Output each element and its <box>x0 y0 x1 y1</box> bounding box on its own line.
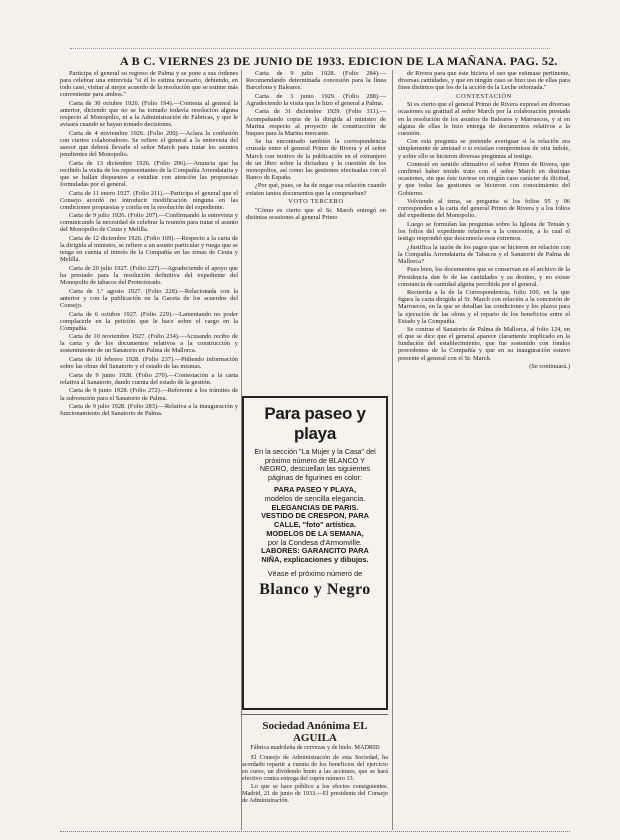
ad-line: ELEGANCIAS DE PARIS. <box>271 502 359 512</box>
paragraph: "Cómo es cierto que el Sr. March entregó en distintas ocasiones al general Primo <box>246 206 386 221</box>
paragraph: Carta de 4 noviembre 1926. (Folio 200).—Aclara la confusión con ciertos colaboradores. Se refiere el general a la entrevista del asesor que deberá llevarle el señor March para tratar los asuntos pendientes del Monopolio. <box>60 129 238 159</box>
ad-line: LABORES: GARANCITO PARA NIÑA, explicaciones y dibujos. <box>261 546 369 564</box>
paragraph: Carta de 9 junio 1928. (Folio 270).—Contestación a la carta relativa al Sanatorio, dando cuenta del estado de la gestión. <box>60 371 238 386</box>
ad-footer: Véase el próximo número de <box>267 568 363 578</box>
society-body <box>242 754 388 804</box>
paragraph: Carta de 12 diciembre 1926. (Folio 169).—Respecto a la carta de la dirigida al ministro, se refiere a un asunto particular y ruega que se tenga en cuenta el interés de la Compañía en las zonas de Ceuta y Melilla. <box>60 235 238 264</box>
ad-line: por la Condesa d'Armonville. <box>267 537 363 547</box>
section-rule <box>242 714 388 715</box>
column-left <box>60 70 238 830</box>
page-header: A B C. VIERNES 23 DE JUNIO DE 1933. EDICION DE LA MAÑANA. PAG. 52. <box>120 54 558 68</box>
paragraph: Carta de 31 diciembre 1929. (Folio 311).—Acompañando copia de la dirigida al ministro de Marina respecto al proyecto de construcción de buques para la Marina mercante. <box>246 108 386 137</box>
paragraph: Carta de 9 julio 1928. (Folio 284).—Recomendando determinada concesión para la línea Barcelona y Baleares. <box>246 70 386 92</box>
section-heading: VOTO TERCERO <box>288 198 344 206</box>
paragraph: Carta de 9 junio 1928. (Folio 272).—Referente a los trámites de la subvención para el Sanatorio de Palma. <box>60 387 238 402</box>
paragraph: Se ha encontrado también la correspondencia cruzada entre el general Primo de Rivera y el señor March con motivo de la publicación en el extranjero de un libro sobre la dictadura y la cuestión de los monopolios, así como las gestiones efectuadas con el Banco de España. <box>246 138 386 181</box>
paragraph: Pues bien, los documentos que se conservan en el archivo de la Presidencia dan fe de las cantidades y su destino, y no existe constancia de cantidad alguna percibida por el general. <box>398 266 570 288</box>
header-dotted-line <box>70 40 550 49</box>
paragraph: Carta de 10 noviembre 1927. (Folio 234).—Acusando recibo de la carta y de los documentos relativos a la construcción y sostenimiento de un Sanatorio en Palma de Mallorca. <box>60 333 238 355</box>
ad-title: Para paseo y playa <box>264 404 366 443</box>
paragraph: Carta de 10 febrero 1928. (Folio 237).—Pidiendo información sobre las obras del Sanatorio y el estado de las mismas. <box>60 356 238 371</box>
ad-line: MODELOS DE LA SEMANA, <box>266 528 364 538</box>
ad-intro: En la sección "La Mujer y la Casa" del próximo número de BLANCO Y NEGRO, descuellan las siguientes páginas de figurines en color: <box>254 447 376 482</box>
paragraph: Carta de 13 diciembre 1926. (Folio 206).—Anuncia que ha recibido la visita de los representantes de la Compañía Arrendataria y que se hallan dispuestos a estudiar con atención las propuestas formuladas por el general. <box>60 159 238 188</box>
paragraph: Contestó en sentido afirmativo el señor Primo de Rivera, que confirmó haber tenido trato con el señor March en distintas ocasiones, sin que éste tuviese en ningún caso carácter de ilicitud, y que todas las gestiones se hicieron con conocimiento del Gobierno. <box>398 161 570 197</box>
paragraph: Carta de 9 julio 1926. (Folio 207).—Confirmando la entrevista y comunicando la necesidad de celebrar la reunión para tratar el asunto del Monopolio de Ceuta y Melilla. <box>60 212 238 234</box>
paragraph: Carta de 3 junio 1929. (Folio 288).—Agradeciendo la visita que le hizo el general a Palma. <box>246 92 386 107</box>
society-title: Sociedad Anónima EL AGUILA <box>262 720 368 744</box>
paragraph: ¿Por qué, pues, se ha de negar esa relación cuando existen tantos documentos que la comprueban? <box>246 182 386 197</box>
section-heading: CONTESTACIÓN <box>456 92 512 100</box>
paragraph: El Consejo de Administración de esta Sociedad, ha acordado repartir a cuenta de los beneficios del ejercicio en curso, un dividendo bruto a las acciones, que se hará efectivo contra entrega del cupón número 13. <box>242 754 388 782</box>
advertisement-box <box>242 396 388 710</box>
paragraph: Con esta pregunta se pretende averiguar si la relación era simplemente de amistad o si existían compromisos de otra índole, y sobre ello se hicieron diversas preguntas al testigo. <box>398 138 570 160</box>
paragraph: Participa el general su regreso de Palma y se pone a sus órdenes para celebrar una entrevista "si él lo estima necesario, debiendo, en todo caso, visitar al mejor acuerdo de la resolución que se estime más conveniente para ambos." <box>60 70 238 99</box>
column-middle <box>246 70 386 395</box>
paragraph: Luego se formulan las preguntas sobre la Iglesia de Tetuán y los folios del expediente relativos a la concesión, a lo cual el testigo respondió que desconocía esos extremos. <box>398 220 570 243</box>
paragraph: de Rivera para que éste hiciera el uso que estimase pertinente, diversas cantidades, y que en ningún caso se hizo uso de ellas para fines distintos que los de la acción de la Leche reforzada." <box>398 70 570 92</box>
ad-line: modelos de sencilla elegancia. <box>264 494 366 504</box>
society-notice <box>242 720 388 805</box>
paragraph: (Se continuará.) <box>529 363 570 371</box>
paragraph: Carta de 1.º agosto 1927. (Folio 228).—Relacionada con la anterior y con la publicación en la Gaceta de los acuerdos del Consejo. <box>60 287 238 309</box>
ad-brand: Blanco y Negro <box>259 580 371 598</box>
paragraph: Carta de 11 enero 1927. (Folio 211).—Participa el general que el Consejo acordó no introducir modificación ninguna en las condiciones propuestas y confía en la resolución del expediente. <box>60 189 238 211</box>
paragraph: Se contrae el Sanatorio de Palma de Mallorca, al folio 124, en el que se dice que el general aparece claramente implicado en la fundación del establecimiento, que fue sostenido con fondos procedentes de la Compañía y que en su inauguración estuvo presente el general con el Sr. March. <box>398 326 570 362</box>
society-subtitle: Fábrica madrileña de cervezas y de hielo. MADRID <box>250 744 380 751</box>
paragraph: Carta de 9 julio 1928. (Folio 283).—Relativa a la inauguración y funcionamiento del Sanatorio de Palma. <box>60 403 238 418</box>
paragraph: Volviendo al tema, se pregunta si los folios 95 y 96 corresponden a la carta del general Primo de Rivera y a los folios del expediente del Monopolio. <box>398 198 570 220</box>
paragraph: Si es cierto que el general Primo de Rivera expresó en diversas ocasiones su gratitud al señor March por la colaboración prestada en la resolución de los asuntos de Baleares y Marruecos, y si en alguna de ellas le hizo entrega de documentos relativos a la cuestión. <box>398 101 570 137</box>
ad-line: PARA PASEO Y PLAYA, <box>273 485 356 495</box>
paragraph: Carta de 20 julio 1927. (Folio 227).—Agradeciendo el apoyo que ha prestado para la resolución definitiva del expediente del Monopolio de tabacos del Protectorado. <box>60 264 238 287</box>
footer-dotted-line <box>60 831 570 832</box>
paragraph: Carta de 6 octubre 1927. (Folio 229).—Lamentando no poder complacerle en la petición que le hace sobre el cargo en la Compañía. <box>60 310 238 332</box>
paragraph: Lo que se hace público a los efectos consiguientes. Madrid, 21 de junio de 1933.—El presidente del Consejo de Administración. <box>242 783 388 804</box>
paragraph: ¿Justifica la razón de los pagos que se hicieron en relación con la Compañía Arrendataria de Tabacos y el Sanatorio de Palma de Mallorca? <box>398 243 570 265</box>
paragraph: Recuerda a la de la Correspondencia, folio 100, en la que figura la carta dirigida al Sr. March con relación a la concesión de Marruecos, en la que se detallan las condiciones y los plazos para la ejecución de las obras y el reparto de los beneficios entre el Estado y la Compañía. <box>398 289 570 325</box>
column-right <box>398 70 570 830</box>
ad-line: VESTIDO DE CRESPON, PARA CALLE, "foto" artística. <box>261 511 369 530</box>
column-divider <box>392 70 393 830</box>
paragraph: Carta de 30 octubre 1926. (Folio 194).—Contesta al general la anterior, diciendo que no se ha tomado todavía resolución alguna respecto al Monopolio, ni a la Administración de Fabricas, y que le avisará cuando se hayan tomado decisiones. <box>60 99 238 129</box>
